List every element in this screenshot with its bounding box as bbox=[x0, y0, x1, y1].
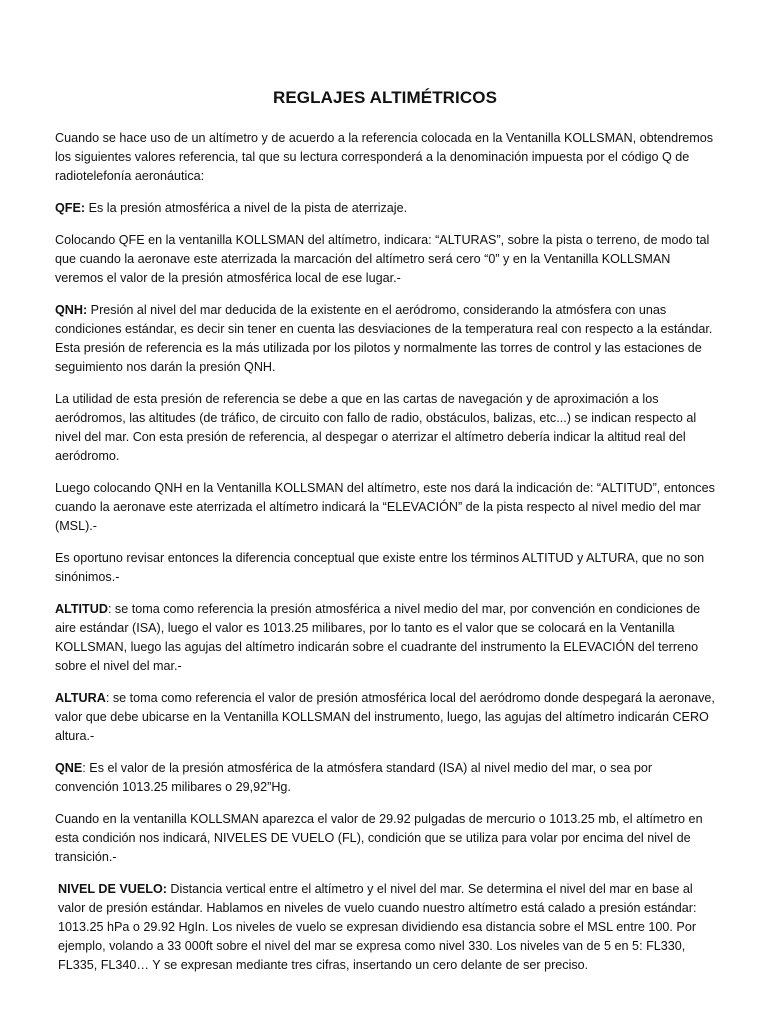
altura-paragraph bbox=[55, 689, 715, 746]
document-title: REGLAJES ALTIMÉTRICOS bbox=[272, 88, 498, 107]
qne-definition: : Es el valor de la presión atmosférica de la atmósfera standard (ISA) al nivel medio del mar, o sea por convención 1013.25 milibares o 29,92”Hg. bbox=[55, 761, 653, 794]
qne-detail-paragraph: Cuando en la ventanilla KOLLSMAN aparezca el valor de 29.92 pulgadas de mercurio o 1013.25 mb, el altímetro en esta condición nos indicará, NIVELES DE VUELO (FL), condición que se utiliza para volar por encima del nivel de transición.- bbox=[55, 812, 703, 864]
flight-level-paragraph bbox=[55, 880, 715, 975]
qnh-term: QNH: bbox=[55, 303, 88, 317]
flight-level-term: NIVEL DE VUELO: bbox=[58, 882, 167, 896]
document-page bbox=[55, 88, 715, 988]
altitud-paragraph bbox=[55, 600, 715, 676]
qne-term: QNE bbox=[55, 761, 83, 775]
qnh-detail-paragraph: Luego colocando QNH en la Ventanilla KOLLSMAN del altímetro, este nos dará la indicación de: “ALTITUD”, entonces cuando la aeronave este aterrizada el altímetro indicará la “ELEVACIÓN” de la pista respecto al nivel medio del mar (MSL).- bbox=[55, 481, 715, 533]
qnh-definition: Presión al nivel del mar deducida de la existente en el aeródromo, considerando la atmósfera con unas condiciones estándar, es decir sin tener en cuenta las desviaciones de la temperatura real con respecto a la estándar. Esta presión de referencia es la más utilizada por los pilotos y normalmente las torres de control y las estaciones de seguimiento nos darán la presión QNH. bbox=[55, 303, 713, 374]
altitud-term: ALTITUD bbox=[55, 602, 108, 616]
altura-term: ALTURA bbox=[55, 691, 106, 705]
conceptual-paragraph: Es oportuno revisar entonces la diferencia conceptual que existe entre los términos ALTITUD y ALTURA, que no son sinónimos.- bbox=[55, 551, 705, 584]
flight-level-definition: Distancia vertical entre el altímetro y el nivel del mar. Se determina el nivel del mar en base al valor de presión estándar. Hablamos en niveles de vuelo cuando nuestro altímetro está calado a presión estándar: 1013.25 hPa o 29.92 HgIn. Los niveles de vuelo se expresan dividiendo esa distancia sobre el MSL entre 100. Por ejemplo, volando a 33 000ft sobre el nivel del mar se expresa como nivel 330. Los niveles van de 5 en 5: FL330, FL335, FL340… Y se expresan mediante tres cifras, insertando un cero delante de ser preciso. bbox=[58, 882, 697, 972]
qfe-detail-paragraph: Colocando QFE en la ventanilla KOLLSMAN del altímetro, indicara: “ALTURAS”, sobre la pista o terreno, de modo tal que cuando la aeronave este aterrizada la marcación del altímetro será cero “0” y en la Ventanilla KOLLSMAN veremos el valor de la presión atmosférica local de ese lugar.- bbox=[55, 233, 710, 285]
qfe-definition: Es la presión atmosférica a nivel de la pista de aterrizaje. bbox=[85, 201, 408, 215]
intro-paragraph: Cuando se hace uso de un altímetro y de acuerdo a la referencia colocada en la Ventanilla KOLLSMAN, obtendremos los siguientes valores referencia, tal que su lectura corresponderá a la denominación impuesta por el código Q de radiotelefonía aeronáutica: bbox=[55, 131, 714, 183]
qne-paragraph bbox=[55, 759, 715, 797]
qnh-paragraph bbox=[55, 301, 715, 377]
qfe-term: QFE: bbox=[55, 201, 86, 215]
qnh-utility-paragraph: La utilidad de esta presión de referencia se debe a que en las cartas de navegación y de aproximación a los aeródromos, las altitudes (de tráfico, de circuito con fallo de radio, obstáculos, balizas, etc...) se indican respecto al nivel del mar. Con esta presión de referencia, al despegar o aterrizar el altímetro debería indicar la altitud real del aeródromo. bbox=[55, 392, 697, 463]
altitud-definition: : se toma como referencia la presión atmosférica a nivel medio del mar, por convención en condiciones de aire estándar (ISA), luego el valor es 1013.25 milibares, por lo tanto es el valor que se colocará en la Ventanilla KOLLSMAN, luego las agujas del altímetro indicarán sobre el cuadrante del instrumento la ELEVACIÓN del terreno sobre el nivel del mar.- bbox=[55, 602, 701, 673]
altura-definition: : se toma como referencia el valor de presión atmosférica local del aeródromo donde despegará la aeronave, valor que debe ubicarse en la Ventanilla KOLLSMAN del instrumento, luego, las agujas del altímetro indicarán CERO altura.- bbox=[55, 691, 715, 743]
qfe-paragraph bbox=[55, 199, 715, 218]
